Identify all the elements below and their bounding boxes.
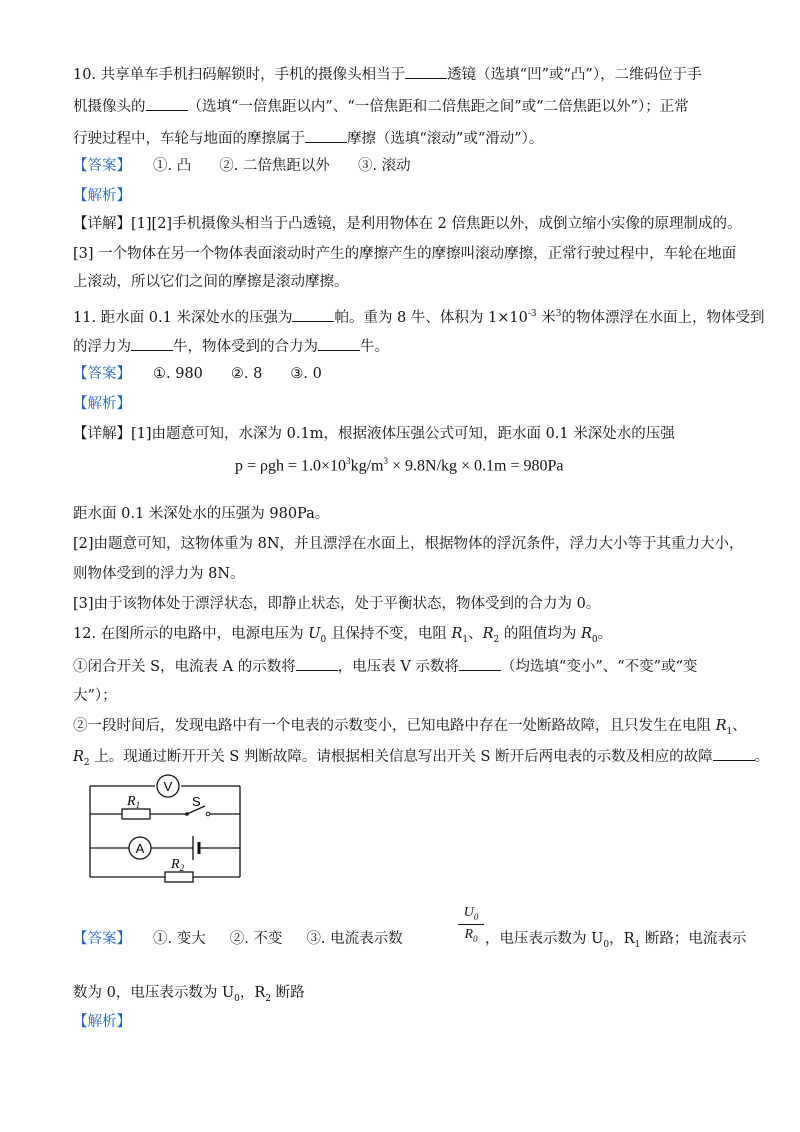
switch-contact <box>206 812 210 816</box>
ammeter-label: A <box>135 841 145 856</box>
q12-answer: 【答案】 ①. 变大 ②. 不变 ③. 电流表示数 <box>73 931 403 947</box>
q10-analysis-tag: 【解析】 <box>73 188 131 204</box>
voltmeter-label: V <box>163 779 173 794</box>
q12-answer-rest: ，电压表示数为 $U_0$，$R_1$ 断路；电流表示 <box>485 931 747 950</box>
answer-blank <box>318 336 360 351</box>
answer-blank <box>296 656 338 671</box>
answer-blank <box>713 746 755 761</box>
q11-line-1: 11. 距水面 0.1 米深处水的压强为 帕。重为 8 牛、体积为 $1\times 10^{-3}$ 米$^3$的物体漂浮在水面上，物体受到 <box>73 304 764 328</box>
q11-detail-3: [2]由题意可知，这物体重为 8N，并且漂浮在水面上，根据物体的浮沉条件，浮力大小等于其重力大小， <box>73 536 744 552</box>
q10-detail-3: 上滚动，所以它们之间的摩擦是滚动摩擦。 <box>73 274 349 290</box>
answer-blank <box>405 64 447 79</box>
q12-line-3: 大”）； <box>73 688 117 704</box>
answer-tag: 【答案】 <box>73 931 131 947</box>
answer-blank <box>292 307 334 322</box>
switch-contact <box>185 812 189 816</box>
q11-detail-4: 则物体受到的浮力为 8N。 <box>73 566 245 582</box>
q12-analysis-tag: 【解析】 <box>73 1014 131 1030</box>
q12-answer-line-2: 数为 0，电压表示数为 $U_0$，$R_2$ 断路 <box>73 985 305 1004</box>
r1-label: $R_1$ <box>127 794 141 810</box>
resistor-r1 <box>122 809 150 819</box>
q10-detail-2: [3] 一个物体在另一个物体表面滚动时产生的摩擦产生的摩擦叫滚动摩擦，正常行驶过程中，车轮在地面 <box>73 246 737 262</box>
q11-detail-2: 距水面 0.1 米深处水的压强为 980Pa。 <box>73 506 330 522</box>
q10-detail-1: 【详解】[1][2]手机摄像头相当于凸透镜，是利用物体在 2 倍焦距以外，成倒立缩小实像的原理制成的。 <box>73 216 742 232</box>
q12-line-5: $R_2$ 上。现通过断开开关 S 判断故障。请根据相关信息写出开关 S 断开后两电表的示数及相应的故障 。 <box>73 746 769 773</box>
q12-line-2: ①闭合开关 S，电流表 A 的示数将 ，电压表 V 示数将 （均选填“变小”、“不变”或“变 <box>73 656 698 677</box>
answer-tag: 【答案】 <box>73 158 131 174</box>
q12-line-1: 12. 在图所示的电路中，电源电压为 $U_0$ 且保持不变，电阻 $R_1$、$R_2$ 的阻值均为 $R_0$。 <box>73 626 613 645</box>
answer-blank <box>305 128 347 143</box>
q12-line-4: ②一段时间后，发现电路中有一个电表的示数变小，已知电路中存在一处断路故障，且只发生在电阻 $R_1$、 <box>73 718 747 737</box>
r2-label: $R_2$ <box>171 857 185 873</box>
q11-line-2: 的浮力为 牛，物体受到的合力为 牛。 <box>73 336 389 357</box>
q11-detail-1: 【详解】[1]由题意可知，水深为 0.1m，根据液体压强公式可知，距水面 0.1 米深处水的压强 <box>73 426 675 442</box>
q10-line-1: 10. 共享单车手机扫码解锁时，手机的摄像头相当于 透镜（选填“凹”或“凸”），二维码位于手 <box>73 64 702 85</box>
q11-detail-5: [3]由于该物体处于漂浮状态，即静止状态，处于平衡状态，物体受到的合力为 0。 <box>73 596 601 612</box>
switch-label: S <box>192 794 201 809</box>
circuit-diagram <box>85 772 255 892</box>
answer-blank <box>146 96 188 111</box>
q11-answer: 【答案】 ①. 980 ②. 8 ③. 0 <box>73 366 322 382</box>
q10-line-3: 行驶过程中，车轮与地面的摩擦属于 摩擦（选填“滚动”或“滑动”）。 <box>73 128 543 149</box>
fraction-u0-r0: $U_0$ $R_0$ <box>458 905 484 944</box>
pressure-formula: $p = \rho gh = 1.0\times 10^3kg/m^3 \times 9.8N/kg \times 0.1m = 980Pa$ <box>235 456 564 475</box>
answer-tag: 【答案】 <box>73 366 131 382</box>
answer-blank <box>459 656 501 671</box>
q10-answer: 【答案】 ①. 凸 ②. 二倍焦距以外 ③. 滚动 <box>73 158 411 174</box>
answer-blank <box>131 336 173 351</box>
q10-line-2: 机摄像头的 （选填“一倍焦距以内”、“一倍焦距和二倍焦距之间”或“二倍焦距以外”）；正常 <box>73 96 689 117</box>
resistor-r2 <box>165 872 193 882</box>
q11-analysis-tag: 【解析】 <box>73 396 131 412</box>
